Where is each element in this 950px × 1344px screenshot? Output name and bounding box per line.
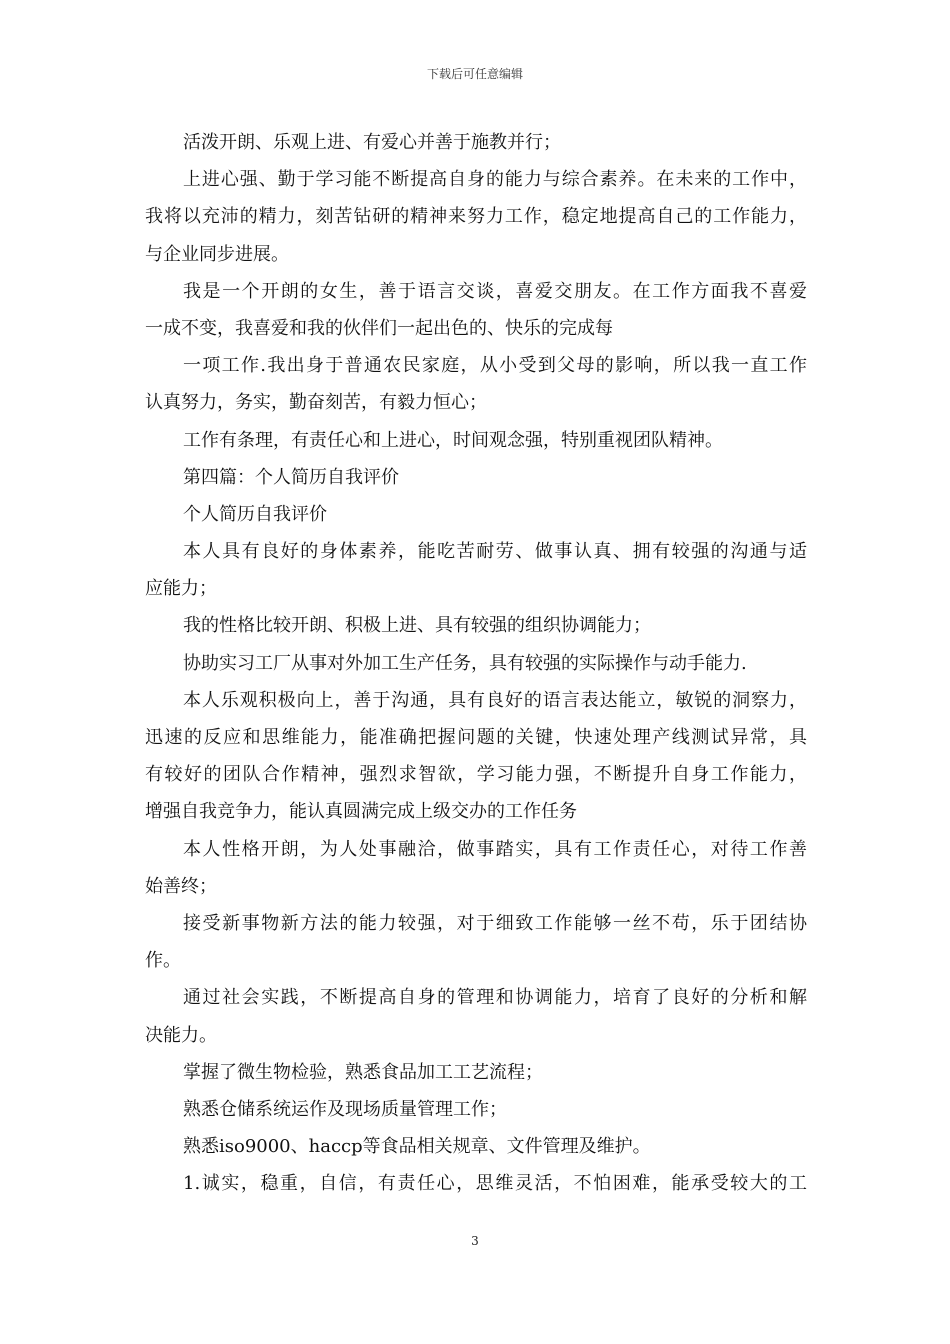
text-line: 一成不变，我喜爱和我的伙伴们一起出色的、快乐的完成每 bbox=[145, 317, 613, 339]
document-body bbox=[145, 124, 807, 1202]
text-line: 第四篇：个人简历自我评价 bbox=[183, 466, 399, 488]
text-line: 有较好的团队合作精神，强烈求智欲，学习能力强，不断提升自身工作能力， bbox=[145, 764, 807, 786]
text-line: 作。 bbox=[145, 950, 181, 972]
text-line: 熟悉仓储系统运作及现场质量管理工作； bbox=[183, 1098, 507, 1120]
text-line: 掌握了微生物检验，熟悉食品加工工艺流程； bbox=[183, 1061, 543, 1083]
text-line: 应能力； bbox=[145, 578, 217, 600]
text-line: 始善终； bbox=[145, 875, 217, 897]
text-line: 上进心强、勤于学习能不断提高自身的能力与综合素养。在未来的工作中， bbox=[183, 169, 807, 191]
text-line: 活泼开朗、乐观上进、有爱心并善于施教并行； bbox=[183, 132, 561, 153]
text-line: 本人具有良好的身体素养，能吃苦耐劳、做事认真、拥有较强的沟通与适 bbox=[183, 541, 807, 563]
text-line: 我将以充沛的精力，刻苦钻研的精神来努力工作，稳定地提高自己的工作能力， bbox=[145, 206, 807, 228]
text-line: 决能力。 bbox=[145, 1024, 217, 1046]
text-line: 一项工作.我出身于普通农民家庭，从小受到父母的影响，所以我一直工作 bbox=[183, 355, 807, 377]
text-line: 迅速的反应和思维能力，能准确把握问题的关键，快速处理产线测试异常，具 bbox=[145, 727, 807, 748]
page-header: 下载后可任意编辑 bbox=[426, 67, 523, 81]
page-number: 3 bbox=[471, 1234, 479, 1248]
text-line: 通过社会实践，不断提高自身的管理和协调能力，培育了良好的分析和解 bbox=[183, 987, 807, 1009]
text-line: 本人乐观积极向上，善于沟通，具有良好的语言表达能立，敏锐的洞察力， bbox=[183, 689, 807, 711]
text-line: 我是一个开朗的女生，善于语言交谈，喜爱交朋友。在工作方面我不喜爱 bbox=[183, 280, 807, 302]
text-line: 熟悉iso9000、haccp等食品相关规章、文件管理及维护。 bbox=[183, 1136, 651, 1158]
text-line: 个人简历自我评价 bbox=[183, 503, 327, 525]
text-line: 1.诚实，稳重，自信，有责任心，思维灵活，不怕困难，能承受较大的工 bbox=[183, 1173, 807, 1195]
text-line: 本人性格开朗，为人处事融洽，做事踏实，具有工作责任心，对待工作善 bbox=[183, 838, 807, 860]
text-line: 认真努力，务实，勤奋刻苦，有毅力恒心； bbox=[145, 392, 487, 414]
text-line: 工作有条理，有责任心和上进心，时间观念强，特别重视团队精神。 bbox=[183, 429, 723, 451]
text-line: 我的性格比较开朗、积极上进、具有较强的组织协调能力； bbox=[183, 615, 651, 637]
text-line: 与企业同步进展。 bbox=[145, 243, 289, 265]
text-line: 接受新事物新方法的能力较强，对于细致工作能够一丝不苟，乐于团结协 bbox=[183, 912, 807, 934]
text-line: 协助实习工厂从事对外加工生产任务，具有较强的实际操作与动手能力. bbox=[183, 652, 747, 674]
text-line: 增强自我竞争力，能认真圆满完成上级交办的工作任务 bbox=[145, 801, 577, 823]
